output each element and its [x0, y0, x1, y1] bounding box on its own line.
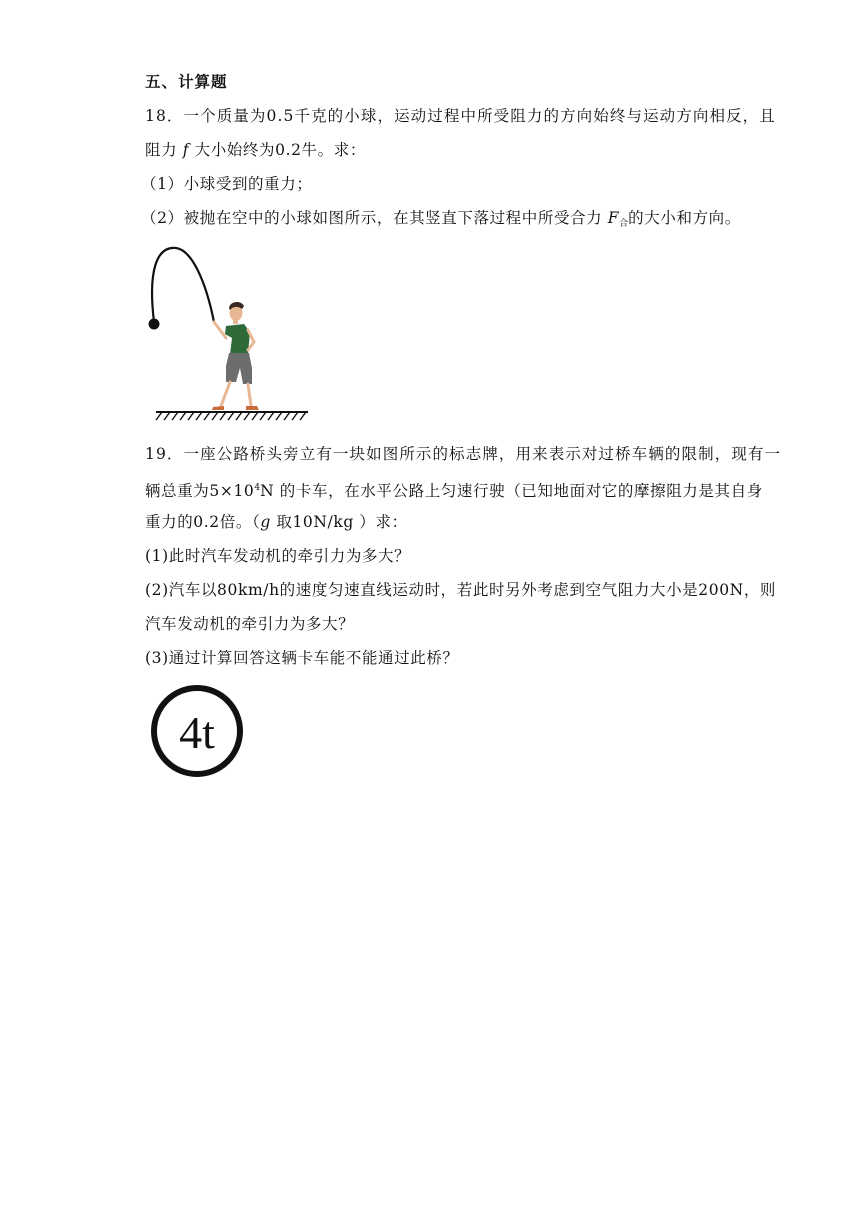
q18-line-2-text-end: 大小始终为0.2牛。求： [189, 141, 366, 159]
sign-text: 4t [179, 707, 215, 758]
thrower-figure [140, 242, 320, 424]
q19-part-2b: 汽车发动机的牵引力为多大？ [145, 615, 355, 633]
symbol-f: f [182, 141, 190, 159]
shirt [225, 324, 250, 354]
shoe-left [212, 406, 224, 410]
weight-limit-sign [148, 682, 246, 780]
q18-line-2 [145, 140, 366, 160]
q18-part-2 [141, 208, 741, 234]
q19-part-3: (3)通过计算回答这辆卡车能不能通过此桥？ [145, 649, 459, 667]
symbol-F: F [607, 209, 620, 227]
neck [233, 320, 238, 324]
pants [226, 353, 252, 384]
ball [149, 319, 160, 330]
arm-left [214, 322, 226, 338]
leg-left [221, 382, 230, 406]
q19-part-1: (1)此时汽车发动机的牵引力为多大？ [145, 547, 411, 565]
q19-line-2-text-end: N 的卡车，在水平公路上匀速行驶（已知地面对它的摩擦阻力是其自身 [260, 482, 763, 500]
section-heading: 五、计算题 [145, 73, 228, 91]
exponent: 4 [254, 483, 261, 493]
q19-line-3-text: 重力的0.2倍。（ [145, 513, 261, 531]
ground-hatching [156, 412, 306, 420]
q18-line-2-text: 阻力 [145, 141, 183, 159]
q18-part-1: （1）小球受到的重力； [141, 175, 313, 193]
trajectory-curve [152, 248, 214, 322]
q19-line-2-text: 辆总重为5×10 [145, 482, 255, 500]
symbol-g: g [260, 513, 271, 531]
q18-part-2-text: （2）被抛在空中的小球如图所示，在其竖直下落过程中所受合力 [141, 209, 608, 227]
q18-line-1: 18．一个质量为0.5千克的小球，运动过程中所受阻力的方向始终与运动方向相反，且 [145, 107, 776, 125]
symbol-F-subscript: 合 [619, 219, 629, 229]
q18-part-2-text-end: 的大小和方向。 [628, 209, 741, 227]
q19-line-1: 19．一座公路桥头旁立有一块如图所示的标志牌，用来表示对过桥车辆的限制，现有一 [145, 445, 782, 463]
q19-line-3-text-end: 取10N/kg ）求： [270, 513, 408, 531]
shoe-right [246, 406, 259, 410]
leg-right [248, 384, 251, 406]
q19-line-2 [145, 478, 763, 501]
q19-line-3 [145, 512, 408, 532]
q19-part-2a: (2)汽车以80km/h的速度匀速直线运动时，若此时另外考虑到空气阻力大小是200N，则 [145, 581, 777, 599]
